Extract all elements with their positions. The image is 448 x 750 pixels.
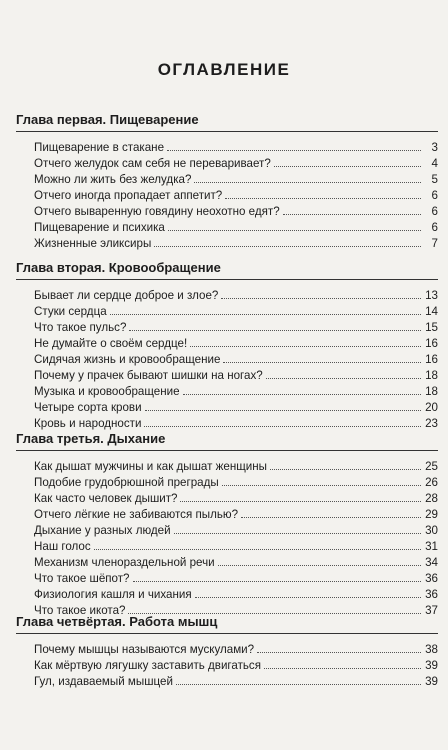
toc-entry (16, 188, 438, 204)
dot-leader (222, 485, 421, 486)
toc-entry (16, 658, 438, 674)
page-number: 31 (425, 540, 438, 553)
toc-entry (16, 674, 438, 690)
entry-title: Почему у прачек бывают шишки на ногах? (34, 369, 263, 382)
page-number: 39 (425, 675, 438, 688)
dot-leader (195, 597, 421, 598)
entry-title: Наш голос (34, 540, 91, 553)
entry-title: Стуки сердца (34, 305, 107, 318)
dot-leader (190, 346, 421, 347)
entry-title: Подобие грудобрюшной преграды (34, 476, 219, 489)
page-number: 18 (425, 369, 438, 382)
entry-title: Кровь и народности (34, 417, 142, 430)
entry-title: Как дышат мужчины и как дышат женщины (34, 460, 267, 473)
toc-entry (16, 475, 438, 491)
chapter-block (16, 430, 438, 619)
entry-title: Сидячая жизнь и кровообращение (34, 353, 221, 366)
dot-leader (274, 166, 421, 167)
dot-leader (94, 549, 421, 550)
dot-leader (183, 394, 421, 395)
toc-entry (16, 220, 438, 236)
page-number: 26 (425, 476, 438, 489)
entry-title: Пищеварение и психика (34, 221, 165, 234)
entry-title: Физиология кашля и чихания (34, 588, 192, 601)
page-number: 3 (431, 141, 438, 154)
entry-title: Почему мышцы называются мускулами? (34, 643, 255, 656)
toc-entry (16, 352, 438, 368)
page-number: 14 (425, 305, 438, 318)
dot-leader (176, 684, 421, 685)
toc-entry (16, 459, 438, 475)
entry-title: Отчего лёгкие не забиваются пылью? (34, 508, 239, 521)
toc-entry (16, 320, 438, 336)
chapter-block (16, 613, 438, 690)
page-number: 23 (425, 417, 438, 430)
page-number: 5 (431, 173, 438, 186)
entry-title: Бывает ли сердце доброе и злое? (34, 289, 219, 302)
page-number: 36 (425, 588, 438, 601)
entry-title: Четыре сорта крови (34, 401, 142, 414)
page-number: 6 (431, 205, 438, 218)
page-title: ОГЛАВЛЕНИЕ (157, 60, 291, 79)
toc-entry (16, 491, 438, 507)
entry-title: Механизм членораздельной речи (34, 556, 215, 569)
chapter-block (16, 111, 438, 252)
dot-leader (129, 330, 421, 331)
toc-entry (16, 523, 438, 539)
chapter-title: Глава вторая. Кровообращение (16, 259, 438, 280)
toc-entry (16, 368, 438, 384)
toc-entry (16, 304, 438, 320)
page-number: 30 (425, 524, 438, 537)
page-number: 4 (431, 157, 438, 170)
toc-entry (16, 642, 438, 658)
toc-entry (16, 336, 438, 352)
page-number: 37 (425, 604, 438, 617)
chapter-block (16, 259, 438, 432)
entry-title: Гул, издаваемый мышцей (34, 675, 173, 688)
chapter-title: Глава третья. Дыхание (16, 430, 438, 451)
page-number: 7 (431, 237, 438, 250)
dot-leader (223, 362, 421, 363)
toc-entry (16, 587, 438, 603)
dot-leader (225, 198, 421, 199)
dot-leader (194, 182, 421, 183)
page-number: 38 (425, 643, 438, 656)
dot-leader (144, 426, 421, 427)
page-number: 25 (425, 460, 438, 473)
page-number: 28 (425, 492, 438, 505)
dot-leader (241, 517, 421, 518)
entry-title: Дыхание у разных людей (34, 524, 171, 537)
page-number: 16 (425, 353, 438, 366)
dot-leader (266, 378, 421, 379)
page-number: 29 (425, 508, 438, 521)
page-number: 36 (425, 572, 438, 585)
page-number: 6 (431, 189, 438, 202)
dot-leader (180, 501, 421, 502)
dot-leader (218, 565, 421, 566)
entry-title: Что такое шёпот? (34, 572, 130, 585)
toc-entry (16, 288, 438, 304)
page-number: 39 (425, 659, 438, 672)
page-number: 34 (425, 556, 438, 569)
toc-entry (16, 507, 438, 523)
entry-title: Отчего желудок сам себя не переваривает? (34, 157, 271, 170)
chapter-title: Глава первая. Пищеварение (16, 111, 438, 132)
entry-title: Пищеварение в стакане (34, 141, 165, 154)
toc-entry (16, 571, 438, 587)
entry-title: Жизненные эликсиры (34, 237, 152, 250)
chapter-title: Глава четвёртая. Работа мышц (16, 613, 438, 634)
dot-leader (270, 469, 421, 470)
toc-entry (16, 204, 438, 220)
dot-leader (145, 410, 421, 411)
page-number: 6 (431, 221, 438, 234)
dot-leader (168, 230, 421, 231)
dot-leader (167, 150, 421, 151)
entry-title: Не думайте о своём сердце! (34, 337, 188, 350)
toc-entry (16, 140, 438, 156)
dot-leader (174, 533, 421, 534)
page-number: 18 (425, 385, 438, 398)
dot-leader (133, 581, 421, 582)
page-number: 20 (425, 401, 438, 414)
entry-title: Как часто человек дышит? (34, 492, 178, 505)
entry-title: Отчего иногда пропадает аппетит? (34, 189, 223, 202)
toc-entry (16, 236, 438, 252)
entry-title: Можно ли жить без желудка? (34, 173, 192, 186)
toc-entry (16, 156, 438, 172)
dot-leader (283, 214, 421, 215)
toc-entry (16, 384, 438, 400)
dot-leader (154, 246, 421, 247)
dot-leader (110, 314, 421, 315)
page-number: 16 (425, 337, 438, 350)
page-number: 13 (425, 289, 438, 302)
entry-title: Отчего вываренную говядину неохотно едят? (34, 205, 280, 218)
toc-entry (16, 172, 438, 188)
dot-leader (257, 652, 421, 653)
entry-title: Как мёртвую лягушку заставить двигаться (34, 659, 262, 672)
page-number: 15 (425, 321, 438, 334)
toc-entry (16, 400, 438, 416)
entry-title: Что такое пульс? (34, 321, 127, 334)
toc-entry (16, 555, 438, 571)
dot-leader (221, 298, 421, 299)
entry-title: Что такое икота? (34, 604, 126, 617)
dot-leader (264, 668, 421, 669)
toc-entry (16, 539, 438, 555)
entry-title: Музыка и кровообращение (34, 385, 180, 398)
